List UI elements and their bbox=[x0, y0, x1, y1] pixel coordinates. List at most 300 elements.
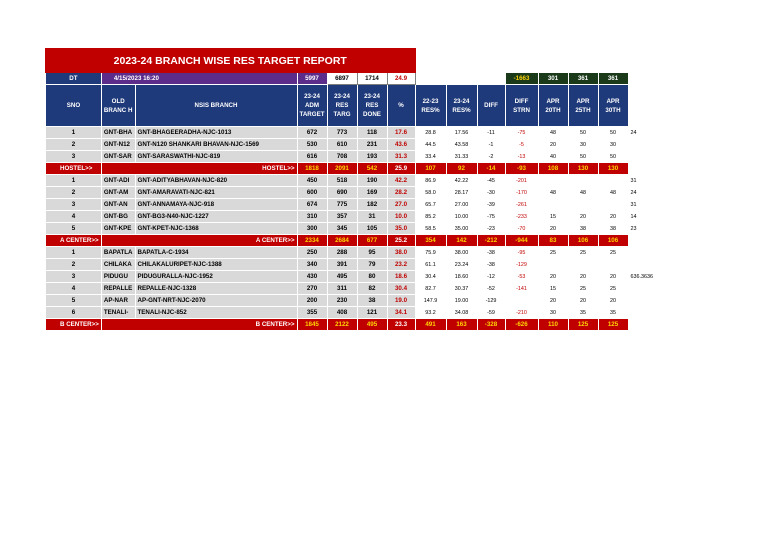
total-res-2324: 163 bbox=[446, 319, 477, 331]
header-diff: DIFF bbox=[477, 85, 505, 127]
row-sno: 1 bbox=[46, 247, 102, 259]
total-diff: -14 bbox=[477, 163, 505, 175]
row-diff-strn: -261 bbox=[505, 199, 538, 211]
row-old-branch: GNT-BHA bbox=[101, 127, 135, 139]
total-pct: 25.2 bbox=[387, 235, 415, 247]
row-res-done: 31 bbox=[357, 211, 387, 223]
row-apr25: 20 bbox=[568, 271, 598, 283]
row-old-branch: GNT-SAR bbox=[101, 151, 135, 163]
dt-spacer-4 bbox=[628, 73, 673, 85]
row-apr20: 48 bbox=[538, 127, 568, 139]
total-adm-target: 2334 bbox=[297, 235, 327, 247]
header-res-2223: 22-23 RES% bbox=[415, 85, 446, 127]
row-diff-strn: -210 bbox=[505, 307, 538, 319]
row-res-done: 190 bbox=[357, 175, 387, 187]
row-sno: 5 bbox=[46, 223, 102, 235]
total-diff-strn: -93 bbox=[505, 163, 538, 175]
table-row bbox=[46, 307, 674, 319]
row-res-done: 79 bbox=[357, 259, 387, 271]
header-nsis-branch: NSIS BRANCH bbox=[135, 85, 297, 127]
row-diff: -12 bbox=[477, 271, 505, 283]
total-res-2324: 92 bbox=[446, 163, 477, 175]
row-apr25: 25 bbox=[568, 283, 598, 295]
row-res-2223: 93.2 bbox=[415, 307, 446, 319]
row-sno: 2 bbox=[46, 259, 102, 271]
row-old-branch: GNT-AN bbox=[101, 199, 135, 211]
row-pct: 34.1 bbox=[387, 307, 415, 319]
dt-apr25: 361 bbox=[568, 73, 598, 85]
row-diff: -23 bbox=[477, 223, 505, 235]
row-adm-target: 600 bbox=[297, 187, 327, 199]
total-res-2223: 107 bbox=[415, 163, 446, 175]
row-adm-target: 355 bbox=[297, 307, 327, 319]
row-res-done: 193 bbox=[357, 151, 387, 163]
row-res-targ: 773 bbox=[327, 127, 357, 139]
dt-diff-strn: -1663 bbox=[505, 73, 538, 85]
row-extra-value: 23 bbox=[628, 223, 673, 235]
table-row bbox=[46, 139, 674, 151]
total-label-left: HOSTEL>> bbox=[46, 163, 102, 175]
row-pct: 31.3 bbox=[387, 151, 415, 163]
row-res-2324: 43.58 bbox=[446, 139, 477, 151]
row-diff-strn: -53 bbox=[505, 271, 538, 283]
row-diff: -75 bbox=[477, 211, 505, 223]
row-res-2223: 33.4 bbox=[415, 151, 446, 163]
row-diff: -59 bbox=[477, 307, 505, 319]
total-res-done: 495 bbox=[357, 319, 387, 331]
dt-label: DT bbox=[46, 73, 102, 85]
row-sno: 2 bbox=[46, 139, 102, 151]
row-sno: 2 bbox=[46, 187, 102, 199]
row-res-2324: 17.56 bbox=[446, 127, 477, 139]
row-adm-target: 616 bbox=[297, 151, 327, 163]
table-row bbox=[46, 247, 674, 259]
row-diff-strn: -141 bbox=[505, 283, 538, 295]
total-res-done: 542 bbox=[357, 163, 387, 175]
row-extra-value: 31 bbox=[628, 175, 673, 187]
header-sno: SNO bbox=[46, 85, 102, 127]
row-res-2223: 44.5 bbox=[415, 139, 446, 151]
row-res-done: 121 bbox=[357, 307, 387, 319]
row-res-targ: 311 bbox=[327, 283, 357, 295]
row-res-2324: 31.33 bbox=[446, 151, 477, 163]
row-diff: -52 bbox=[477, 283, 505, 295]
row-res-2223: 58.5 bbox=[415, 223, 446, 235]
row-apr20: 20 bbox=[538, 271, 568, 283]
row-apr20: 20 bbox=[538, 295, 568, 307]
row-apr30 bbox=[598, 199, 628, 211]
row-old-branch: CHILAKA bbox=[101, 259, 135, 271]
row-adm-target: 672 bbox=[297, 127, 327, 139]
row-adm-target: 430 bbox=[297, 271, 327, 283]
row-extra-value: 636.3636 bbox=[628, 271, 673, 283]
row-diff: -2 bbox=[477, 151, 505, 163]
title-spacer bbox=[415, 49, 673, 73]
total-apr25: 125 bbox=[568, 319, 598, 331]
total-adm-target: 1845 bbox=[297, 319, 327, 331]
row-old-branch: TENALI- bbox=[101, 307, 135, 319]
row-nsis-branch: GNT-AMARAVATI-NJC-821 bbox=[135, 187, 297, 199]
report-sheet bbox=[45, 48, 674, 331]
row-res-2223: 86.9 bbox=[415, 175, 446, 187]
row-diff-strn: -201 bbox=[505, 175, 538, 187]
row-res-targ: 495 bbox=[327, 271, 357, 283]
row-apr20: 15 bbox=[538, 211, 568, 223]
total-apr20: 110 bbox=[538, 319, 568, 331]
header-pct: % bbox=[387, 85, 415, 127]
row-apr25: 48 bbox=[568, 187, 598, 199]
row-res-2223: 85.2 bbox=[415, 211, 446, 223]
row-pct: 35.0 bbox=[387, 223, 415, 235]
total-res-targ: 2091 bbox=[327, 163, 357, 175]
row-sno: 5 bbox=[46, 295, 102, 307]
table-row bbox=[46, 271, 674, 283]
row-adm-target: 270 bbox=[297, 283, 327, 295]
row-res-done: 182 bbox=[357, 199, 387, 211]
row-res-2223: 147.9 bbox=[415, 295, 446, 307]
total-diff: -212 bbox=[477, 235, 505, 247]
row-pct: 27.0 bbox=[387, 199, 415, 211]
row-pct: 17.6 bbox=[387, 127, 415, 139]
row-nsis-branch: GNT-ADITYABHAVAN-NJC-820 bbox=[135, 175, 297, 187]
row-res-2223: 75.9 bbox=[415, 247, 446, 259]
row-res-done: 169 bbox=[357, 187, 387, 199]
row-pct: 38.0 bbox=[387, 247, 415, 259]
row-res-targ: 690 bbox=[327, 187, 357, 199]
row-res-done: 82 bbox=[357, 283, 387, 295]
row-adm-target: 300 bbox=[297, 223, 327, 235]
row-nsis-branch: CHILAKALURIPET-NJC-1388 bbox=[135, 259, 297, 271]
row-apr20: 20 bbox=[538, 223, 568, 235]
row-sno: 4 bbox=[46, 211, 102, 223]
row-res-2324: 27.00 bbox=[446, 199, 477, 211]
total-label-left: A CENTER>> bbox=[46, 235, 102, 247]
row-pct: 10.0 bbox=[387, 211, 415, 223]
row-sno: 4 bbox=[46, 283, 102, 295]
row-extra-value bbox=[628, 283, 673, 295]
row-old-branch: GNT-KPE bbox=[101, 223, 135, 235]
total-spacer bbox=[628, 163, 673, 175]
row-extra-value bbox=[628, 247, 673, 259]
total-label-left: B CENTER>> bbox=[46, 319, 102, 331]
total-label-right: A CENTER>> bbox=[101, 235, 297, 247]
row-adm-target: 250 bbox=[297, 247, 327, 259]
table-row bbox=[46, 199, 674, 211]
row-nsis-branch: GNT-KPET-NJC-1368 bbox=[135, 223, 297, 235]
dt-spacer-3 bbox=[477, 73, 505, 85]
dt-date: 4/15/2023 16:20 bbox=[101, 73, 297, 85]
row-sno: 6 bbox=[46, 307, 102, 319]
row-diff: -1 bbox=[477, 139, 505, 151]
row-nsis-branch: GNT-ANNAMAYA-NJC-918 bbox=[135, 199, 297, 211]
row-nsis-branch: TENALI-NJC-852 bbox=[135, 307, 297, 319]
row-adm-target: 674 bbox=[297, 199, 327, 211]
row-diff: -39 bbox=[477, 199, 505, 211]
dt-res-targ: 6897 bbox=[327, 73, 357, 85]
total-apr30: 106 bbox=[598, 235, 628, 247]
row-adm-target: 200 bbox=[297, 295, 327, 307]
table-row bbox=[46, 259, 674, 271]
row-res-targ: 610 bbox=[327, 139, 357, 151]
row-apr20 bbox=[538, 199, 568, 211]
dt-apr30: 361 bbox=[598, 73, 628, 85]
total-res-targ: 2684 bbox=[327, 235, 357, 247]
row-diff-strn: -13 bbox=[505, 151, 538, 163]
total-pct: 25.9 bbox=[387, 163, 415, 175]
row-apr20: 40 bbox=[538, 151, 568, 163]
header-diff-strn: DIFF STRN bbox=[505, 85, 538, 127]
total-apr25: 130 bbox=[568, 163, 598, 175]
total-res-2324: 142 bbox=[446, 235, 477, 247]
row-apr30 bbox=[598, 175, 628, 187]
row-apr25: 35 bbox=[568, 307, 598, 319]
row-diff-strn: -170 bbox=[505, 187, 538, 199]
total-apr20: 108 bbox=[538, 163, 568, 175]
row-diff-strn bbox=[505, 295, 538, 307]
table-row bbox=[46, 295, 674, 307]
row-res-targ: 775 bbox=[327, 199, 357, 211]
row-extra-value bbox=[628, 151, 673, 163]
total-pct: 23.3 bbox=[387, 319, 415, 331]
row-adm-target: 340 bbox=[297, 259, 327, 271]
row-res-done: 105 bbox=[357, 223, 387, 235]
table-row bbox=[46, 283, 674, 295]
header-apr25: APR 25TH bbox=[568, 85, 598, 127]
table-row bbox=[46, 187, 674, 199]
row-pct: 43.6 bbox=[387, 139, 415, 151]
row-old-branch: GNT-BG bbox=[101, 211, 135, 223]
row-apr30: 35 bbox=[598, 307, 628, 319]
row-diff-strn: -233 bbox=[505, 211, 538, 223]
header-spacer bbox=[628, 85, 673, 127]
row-extra-value bbox=[628, 259, 673, 271]
row-diff: -11 bbox=[477, 127, 505, 139]
row-apr30 bbox=[598, 259, 628, 271]
row-res-2324: 10.00 bbox=[446, 211, 477, 223]
row-nsis-branch: GNT-SARASWATHI-NJC-819 bbox=[135, 151, 297, 163]
row-res-targ: 518 bbox=[327, 175, 357, 187]
total-res-done: 677 bbox=[357, 235, 387, 247]
row-extra-value bbox=[628, 307, 673, 319]
row-nsis-branch: PIDUGURALLA-NJC-1952 bbox=[135, 271, 297, 283]
row-extra-value: 14 bbox=[628, 211, 673, 223]
total-label-right: B CENTER>> bbox=[101, 319, 297, 331]
header-old-branch: OLD BRANC H bbox=[101, 85, 135, 127]
row-pct: 19.0 bbox=[387, 295, 415, 307]
row-nsis-branch: BAPATLA-C-1934 bbox=[135, 247, 297, 259]
row-res-2324: 42.22 bbox=[446, 175, 477, 187]
row-apr25: 50 bbox=[568, 127, 598, 139]
group-total-row bbox=[46, 319, 674, 331]
row-sno: 3 bbox=[46, 271, 102, 283]
total-adm-target: 1818 bbox=[297, 163, 327, 175]
row-sno: 3 bbox=[46, 199, 102, 211]
row-apr20: 30 bbox=[538, 307, 568, 319]
dt-spacer-2 bbox=[446, 73, 477, 85]
total-diff-strn: -944 bbox=[505, 235, 538, 247]
row-sno: 3 bbox=[46, 151, 102, 163]
row-apr30: 20 bbox=[598, 271, 628, 283]
row-res-targ: 708 bbox=[327, 151, 357, 163]
row-res-2324: 38.00 bbox=[446, 247, 477, 259]
row-res-2223: 30.4 bbox=[415, 271, 446, 283]
row-old-branch: PIDUGU bbox=[101, 271, 135, 283]
table-row bbox=[46, 223, 674, 235]
total-apr25: 106 bbox=[568, 235, 598, 247]
row-nsis-branch: AP-GNT-NRT-NJC-2070 bbox=[135, 295, 297, 307]
total-res-2223: 491 bbox=[415, 319, 446, 331]
row-sno: 1 bbox=[46, 127, 102, 139]
group-total-row bbox=[46, 163, 674, 175]
row-res-targ: 345 bbox=[327, 223, 357, 235]
row-apr25: 30 bbox=[568, 139, 598, 151]
total-apr30: 130 bbox=[598, 163, 628, 175]
total-label-right: HOSTEL>> bbox=[101, 163, 297, 175]
row-apr25 bbox=[568, 175, 598, 187]
row-diff-strn: -95 bbox=[505, 247, 538, 259]
res-target-table bbox=[45, 48, 674, 331]
row-res-targ: 408 bbox=[327, 307, 357, 319]
row-diff-strn: -5 bbox=[505, 139, 538, 151]
table-row bbox=[46, 151, 674, 163]
row-apr30: 25 bbox=[598, 247, 628, 259]
row-diff: -38 bbox=[477, 247, 505, 259]
row-diff: -129 bbox=[477, 295, 505, 307]
row-apr20 bbox=[538, 259, 568, 271]
row-diff-strn: -129 bbox=[505, 259, 538, 271]
row-adm-target: 310 bbox=[297, 211, 327, 223]
row-nsis-branch: GNT-BHAGEERADHA-NJC-1013 bbox=[135, 127, 297, 139]
row-extra-value bbox=[628, 139, 673, 151]
row-apr25: 20 bbox=[568, 295, 598, 307]
row-res-2324: 18.60 bbox=[446, 271, 477, 283]
row-apr20: 20 bbox=[538, 139, 568, 151]
table-row bbox=[46, 211, 674, 223]
total-apr20: 83 bbox=[538, 235, 568, 247]
row-apr25: 50 bbox=[568, 151, 598, 163]
row-apr30: 20 bbox=[598, 211, 628, 223]
row-res-2324: 23.24 bbox=[446, 259, 477, 271]
row-res-2324: 28.17 bbox=[446, 187, 477, 199]
table-row bbox=[46, 175, 674, 187]
row-apr30: 50 bbox=[598, 127, 628, 139]
total-res-targ: 2122 bbox=[327, 319, 357, 331]
header-apr20: APR 20TH bbox=[538, 85, 568, 127]
row-pct: 18.6 bbox=[387, 271, 415, 283]
header-res-2324: 23-24 RES% bbox=[446, 85, 477, 127]
dt-pct: 24.9 bbox=[387, 73, 415, 85]
total-res-2223: 354 bbox=[415, 235, 446, 247]
row-extra-value bbox=[628, 295, 673, 307]
row-apr20: 25 bbox=[538, 247, 568, 259]
row-diff-strn: -75 bbox=[505, 127, 538, 139]
row-res-2223: 61.1 bbox=[415, 259, 446, 271]
row-old-branch: GNT-N12 bbox=[101, 139, 135, 151]
row-apr25 bbox=[568, 259, 598, 271]
row-res-done: 95 bbox=[357, 247, 387, 259]
total-diff-strn: -626 bbox=[505, 319, 538, 331]
row-res-targ: 357 bbox=[327, 211, 357, 223]
row-pct: 23.2 bbox=[387, 259, 415, 271]
row-res-2324: 35.00 bbox=[446, 223, 477, 235]
row-res-targ: 230 bbox=[327, 295, 357, 307]
dt-adm-target: 5997 bbox=[297, 73, 327, 85]
row-apr30: 50 bbox=[598, 151, 628, 163]
dt-apr20: 301 bbox=[538, 73, 568, 85]
row-old-branch: GNT-AM bbox=[101, 187, 135, 199]
row-nsis-branch: GNT-N120 SHANKARI BHAVAN-NJC-1569 bbox=[135, 139, 297, 151]
row-apr20: 15 bbox=[538, 283, 568, 295]
dt-res-done: 1714 bbox=[357, 73, 387, 85]
row-apr25: 25 bbox=[568, 247, 598, 259]
row-apr25: 20 bbox=[568, 211, 598, 223]
row-adm-target: 450 bbox=[297, 175, 327, 187]
header-res-targ: 23-24 RES TARG bbox=[327, 85, 357, 127]
total-spacer bbox=[628, 319, 673, 331]
row-res-2223: 65.7 bbox=[415, 199, 446, 211]
row-res-2324: 30.37 bbox=[446, 283, 477, 295]
dt-spacer-1 bbox=[415, 73, 446, 85]
row-extra-value: 24 bbox=[628, 187, 673, 199]
row-extra-value: 31 bbox=[628, 199, 673, 211]
row-pct: 28.2 bbox=[387, 187, 415, 199]
row-res-done: 38 bbox=[357, 295, 387, 307]
row-pct: 30.4 bbox=[387, 283, 415, 295]
row-old-branch: BAPATLA bbox=[101, 247, 135, 259]
row-apr30: 30 bbox=[598, 139, 628, 151]
row-res-targ: 288 bbox=[327, 247, 357, 259]
row-res-2324: 19.00 bbox=[446, 295, 477, 307]
total-spacer bbox=[628, 235, 673, 247]
row-res-2223: 82.7 bbox=[415, 283, 446, 295]
row-apr30: 20 bbox=[598, 295, 628, 307]
row-old-branch: REPALLE bbox=[101, 283, 135, 295]
row-adm-target: 530 bbox=[297, 139, 327, 151]
header-apr30: APR 30TH bbox=[598, 85, 628, 127]
row-apr20: 48 bbox=[538, 187, 568, 199]
row-res-2223: 28.8 bbox=[415, 127, 446, 139]
row-apr30: 48 bbox=[598, 187, 628, 199]
row-nsis-branch: REPALLE-NJC-1328 bbox=[135, 283, 297, 295]
row-old-branch: GNT-ADI bbox=[101, 175, 135, 187]
row-old-branch: AP-NAR bbox=[101, 295, 135, 307]
row-sno: 1 bbox=[46, 175, 102, 187]
header-res-done: 23-24 RES DONE bbox=[357, 85, 387, 127]
row-res-2223: 58.0 bbox=[415, 187, 446, 199]
row-res-2324: 34.08 bbox=[446, 307, 477, 319]
report-title: 2023-24 BRANCH WISE RES TARGET REPORT bbox=[46, 49, 416, 73]
row-res-targ: 391 bbox=[327, 259, 357, 271]
row-diff-strn: -70 bbox=[505, 223, 538, 235]
total-apr30: 125 bbox=[598, 319, 628, 331]
row-nsis-branch: GNT-BG3-N40-NJC-1227 bbox=[135, 211, 297, 223]
row-apr25 bbox=[568, 199, 598, 211]
row-apr30: 38 bbox=[598, 223, 628, 235]
row-diff: -38 bbox=[477, 259, 505, 271]
table-row bbox=[46, 127, 674, 139]
header-adm-target: 23-24 ADM TARGET bbox=[297, 85, 327, 127]
row-extra-value: 24 bbox=[628, 127, 673, 139]
row-diff: -30 bbox=[477, 187, 505, 199]
row-apr25: 38 bbox=[568, 223, 598, 235]
total-diff: -328 bbox=[477, 319, 505, 331]
row-pct: 42.2 bbox=[387, 175, 415, 187]
row-res-done: 118 bbox=[357, 127, 387, 139]
row-diff: -45 bbox=[477, 175, 505, 187]
row-apr30: 25 bbox=[598, 283, 628, 295]
row-res-done: 80 bbox=[357, 271, 387, 283]
row-res-done: 231 bbox=[357, 139, 387, 151]
